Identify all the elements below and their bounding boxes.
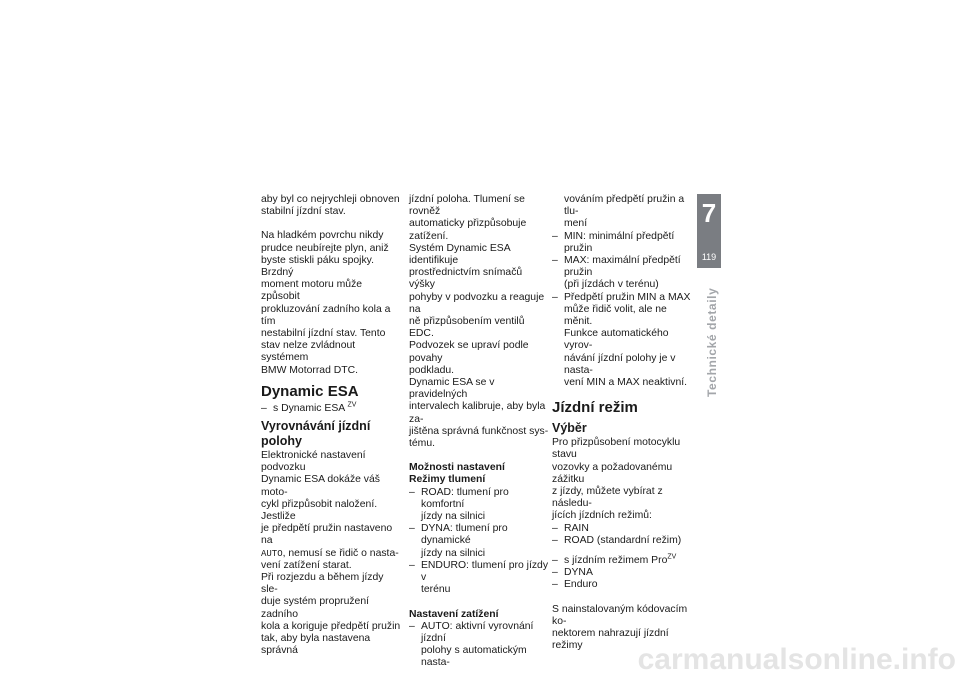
paragraph-esa-ride: Při rozjezdu a během jízdy sle- duje systém propružení zadního kola a koriguje předpětí pružin tak, aby byla nastavena správná [261,572,401,657]
list-item: – DYNA [552,567,694,579]
paragraph-damping: jízdní poloha. Tlumení se rovněž automaticky přizpůsobuje zatížení. Systém Dynamic ESA identifikuje prostřednictvím snímačů výšky pohyby v podvozku a reaguje na ně přizpůsobením ventilů EDC. Podvozek se upraví podle povahy podkladu. [409,194,545,376]
section-heading-riding-mode: Jízdní režim [552,399,638,417]
subheading-selection: Výběr [552,421,587,436]
list-item: – AUTO: aktivní vyrovnání jízdní polohy s automatickým nasta- [409,621,551,670]
list-item: – MIN: minimální předpětí pružin [552,231,694,255]
heading-load-setting: Nastavení zatížení [409,608,499,620]
list-item: – ENDURO: tlumení pro jízdy v terénu [409,560,551,597]
list-item: – ROAD: tlumení pro komfortní jízdy na silnici [409,487,551,524]
column-left [261,194,403,658]
paragraph-riding-modes: Pro přizpůsobení motocyklu stavu vozovky a požadovanému zážitku z jízdy, můžete vybírat z následu- jících jízdních režimů: [552,437,681,522]
paragraph-coding-plug: S nainstalovaným kódovacím ko- nektorem nahrazují jízdní režimy [552,603,688,652]
list-item: – DYNA: tlumení pro dynamické jízdy na silnici [409,523,551,560]
heading-setting-options: Možnosti nastavení [409,462,505,474]
paragraph: aby byl co nejrychleji obnoven stabilní jízdní stav. [261,194,400,218]
list-item: – Enduro [552,579,694,591]
watermark: carmanualsonline.info [637,643,956,676]
paragraph-clutch-warning: Na hladkém povrchu nikdy prudce neubírejte plyn, aniž byste stiskli páku spojky. Brzdný moment motoru může způsobit prokluzování zadního kola a tím nestabilní jízdní stav. Tento stav nelze zvládnout systémem BMW Motorrad DTC. [261,230,391,376]
column-middle [409,194,551,670]
section-heading-dynamic-esa: Dynamic ESA [261,382,359,400]
list-item: – ROAD (standardní režim) [552,535,694,547]
list-item: – s Dynamic ESA $^{ZV}$ [261,403,403,415]
page-number: 119 [701,252,717,262]
list-continuation: vováním předpětí pružin a tlu- mení [564,194,685,230]
heading-damping-modes: Režimy tlumení [409,474,486,486]
list-item: – Předpětí pružin MIN a MAX může řidič volit, ale ne měnit. Funkce automatického vyrov- návání jízdní polohy je v nasta- vení MIN a MAX neaktivní. [552,292,694,390]
section-side-title: Technické detaily [705,287,719,397]
chapter-number: 7 [701,198,717,228]
subheading-ride-height: Vyrovnávání jízdní polohy [261,419,371,449]
mode-code: AUTO [261,548,283,559]
paragraph-esa-intro: Elektronické nastavení podvozku Dynamic ESA dokáže váš moto- cykl přizpůsobit naložení. Jestliže je předpětí pružin nastaveno na AUTO, nemusí se řidič o nasta- vení zatížení starat. [261,450,399,571]
list-item: – RAIN [552,523,694,535]
list-item: – MAX: maximální předpětí pružin (při jízdách v terénu) [552,255,694,292]
paragraph-calibration: Dynamic ESA se v pravidelných intervalech kalibruje, aby byla za- jištěna správná funkčnost sys- tému. [409,377,549,450]
chapter-tab [697,194,721,268]
column-right [552,194,694,653]
list-item: – s jízdním režimem Pro$^{ZV}$ [552,555,694,567]
